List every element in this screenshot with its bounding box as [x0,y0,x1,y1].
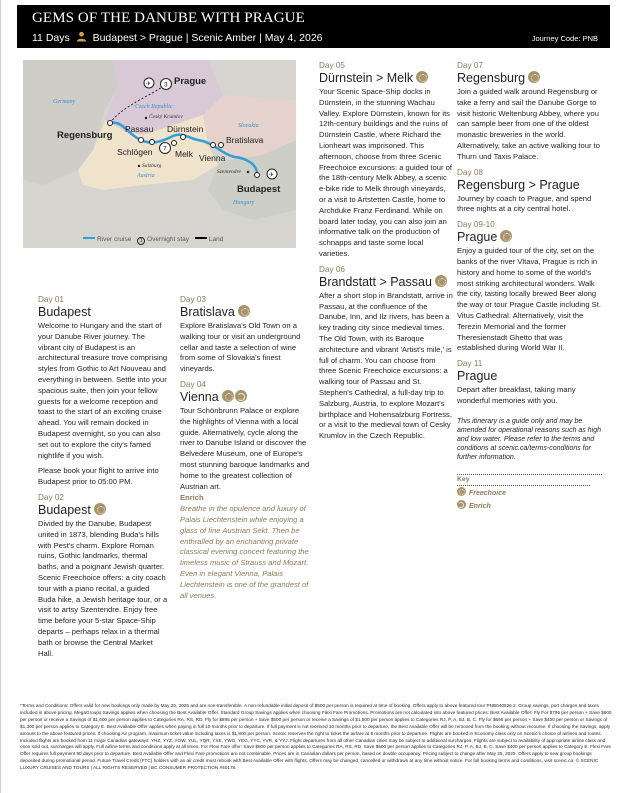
separator: | [259,32,262,44]
day-description [457,194,602,216]
day-title: Prague [457,230,498,245]
legend-river-cruise: River cruise [97,236,132,243]
legend-land: Land [208,236,224,243]
day-label: Day 01 [38,295,64,304]
day-label: Day 03 [180,295,206,304]
day-section [457,219,602,354]
dot-szentendre [247,171,249,173]
key-label: Freechoice [469,489,506,497]
tour-title: GEMS OF THE DANUBE WITH PRAGUE [32,10,305,26]
day-description [180,406,310,601]
day-description [38,321,168,488]
key-item-enrich [457,500,602,512]
day-label: Day 08 [457,167,483,177]
map-label-salzburg: Salzburg [142,163,162,169]
freechoice-icon [500,230,512,242]
day-title: Budapest [38,305,91,319]
day-section [457,60,602,163]
day-section [319,60,454,260]
enrich-icon [235,390,247,402]
day-paragraph: Join a guided walk around Regensburg or take a ferry and sail the Danube Gorge to visit historic Weltenburg Abbey, where you can sample beer from one of the oldest monastic breweries in the world. Alternatively, take an active walking tour to Thurn und Taxis Palace. [457,87,600,161]
stop-schlogen [150,140,155,145]
day-title-row [180,305,310,320]
map-label-passau: Passau [125,124,154,134]
freechoice-icon [457,487,466,496]
day-label: Day 06 [319,264,345,274]
day-section [38,492,168,659]
freechoice-icon [435,275,447,287]
itinerary-column-4 [457,56,602,512]
freechoice-icon [238,305,250,317]
day-paragraph: Enjoy a guided tour of the city, set on the banks of the river Vltava, Prague is rich in history and home to some of the world's most striking architectural wonders. Walk the city, tasting locally brewed Beer along the way or tour Prague Castle including St. Vitus Cathedral. Alternatively, visit the Terezin Memorial and the former Theresienstadt Ghetto that was established during World War II. [457,246,601,353]
enrich-icon [457,500,466,509]
day-title-row [180,390,310,405]
day-title: Dürnstein > Melk [319,71,414,85]
map-label-vienna: Vienna [199,153,226,163]
dot-cesky-krumlov [145,117,147,119]
enrich-label: Enrich [180,493,204,503]
pin-budapest [255,173,260,178]
freechoice-icon [416,71,428,83]
day-paragraph: Journey by coach to Prague, and spend three nights at a city central hotel. [457,193,592,214]
tour-route: Budapest > Prague [92,32,183,44]
route-map [23,60,296,248]
freechoice-icon [94,503,106,515]
day-paragraph: Explore Bratislava's Old Town on a walking tour or visit an underground cellar and taste a selection of wine from some of Slovakia's finest vineyards. [180,321,301,374]
day-description [180,321,310,375]
day-title: Budapest [38,502,91,517]
day-title-row [457,230,602,245]
tour-duration: 11 Days [32,32,70,44]
day-title-row [319,71,454,86]
map-label-prague: Prague [174,76,207,87]
departure-date: May 4, 2026 [264,32,323,44]
day-description [319,291,454,442]
day-title-row [38,503,168,518]
day-description [319,87,454,260]
day-section [319,264,454,442]
day-section [38,294,168,488]
itinerary-column-1 [38,290,168,659]
map-label-schlogen: Schlögen [117,147,153,157]
day-title: Vienna [180,389,219,404]
day-section [180,294,310,375]
day-paragraph: Depart after breakfast, taking many wonderful memories with you. [457,385,576,405]
map-label-regensburg: Regensburg [57,130,113,141]
map-label-hungary: Hungary [233,200,255,206]
stop-passau [139,138,144,143]
map-label-slovakia: Slovakia [238,123,259,129]
map-label-melk: Melk [175,149,193,159]
separator: | [185,32,189,44]
stop-bratislava [219,143,224,148]
day-title: Prague [457,369,498,384]
map-label-bratislava: Bratislava [226,135,264,145]
day-section [457,167,602,216]
ship-name: Scenic Amber [191,32,257,44]
map-label-szentendre: Szentendre [217,169,241,175]
day-paragraph: Tour Schönbrunn Palace or explore the highlights of Vienna with a local guide. Alternatively, cycle along the river to Danube Island or discover the Belvedere Museum, one of Europe's most stunning baroque landmarks and home to the greatest collection of Austrian art. [180,405,310,491]
stop-vienna [211,143,216,148]
svg-text:✈: ✈ [269,171,275,179]
land-swatch [195,237,207,239]
day-label: Day 04 [180,379,206,389]
itinerary-column-3 [319,56,454,442]
day-title: Regensburg [457,71,526,85]
icon-key [457,474,602,512]
terms-and-conditions: *Terms and Conditions: Offers valid for new bookings only made by May 25, 2025 and are non-transferable. A non-refundable initial deposit of $500 per person is required at time of booking. Offers apply to above featured tour PNB040526.2. Group savings, port charges and taxes included in above pricing. MegaGroups Savings applies when choosing the Best Available Offer, Standard Group Savings applies when choosing Flexi Fare Promotions. Promotions are not calculated into above featured prices: Best Available Offer: Fly For $795 per person + Save $600 per person or receive a Savings of $1,600 per person applies to Categories RA, RS, RD. Fly for $895 per person + Save $500 per person or receive a Savings of $1,500 per person applies to Categories RJ, P, A, BJ, B, C. Fly for $695 per person + Save $400 per person or Savings of $1,300 per person applies to Category E. Best Available Offer applies when paying in full 10 months prior to departure. If full payment is not received 10 months prior to departure, the Best Available Offer will be removed from the booking without recourse. If choosing the Savings, apply amount to the above featured prices. If choosing Air program, maximum ticket value including taxes is $1,800 per person. Scenic reserves the right to ticket the airfare at 8 months prior to departure. Flights are booked in Economy class only on Scenic's choice of airlines and routes. Included flights are booked from 11 major Canadian gateways: YHZ, YYZ, YOW, YUL, YQR, YXE, YWG, YEG, YYC, YVR, & YYJ. Flight departures from all other Canadian cities may be subject to additional surcharges. Flights are subject to availability of appropriate airline class and once sold out, surcharges will apply. Full airline terms and conditions apply at all times. For Flexi Fare offer: Save $600 per person applies to Categories RA, RS, RD. Save $500 per person applies to Categories RJ, P, A, BJ, B, C. Save $400 per person applies to Category E. Flexi Fare Offer requires full payment 90 days prior to departure. Best Available Offer and Flexi Fare promotions are not combinable. Prices are in Canadian dollars per person, based on double occupancy. Pricing subject to change after May 25, 2025. Offers apply to new group bookings deposited during promotional period. Future Travel Credit (FTC) holders with an air credit must rebook with Best Available Offer with flights. Offers may be changed, cancelled or withdrawn at any time without notice. For full booking terms and conditions, visit scenic.ca. © SCENIC LUXURY CRUISES AND TOURS | ALL RIGHTS RESERVED | BC CONSUMER PROTECTION #40178. [20,703,612,771]
map-label-durnstein: Dürnstein [167,124,204,134]
day-paragraph: Your Scenic Space-Ship docks in Dürnstein, in the stunning Wachau Valley. Explore Dürnstein, known for its 12th-century buildings and the ruins of Dürnstein Castle, where Richard the Lionheart was imprisoned. This afternoon, choose from three Scenic Freechoice excursions: a guided tour of the 18th-century Melk Abbey, a scenic e-bike ride to Melk through vineyards, or a visit to Artstetten Castle, home to Archduke Franz Ferdinand. While on board later today, you can also join an informative talk on the production of schnapps and taste some local varieties. [319,87,452,258]
dot-salzburg [138,165,140,167]
stop-melk [172,141,177,146]
river-swatch [83,237,95,239]
enrich-description: Breathe in the opulence and luxury of Palais Liechtenstein while enjoying a glass of fine Austrian Sekt. Then be enthralled by an enchanting private classical evening concert featuring the timeless music of Strauss and Mozart. Even in elegant Vienna, Palais Liechtenstein is one of the grandest of all venues. [180,504,309,600]
key-title: Key [457,475,590,486]
day-paragraph: Welcome to Hungary and the start of your Danube River journey. The vibrant city of Budapest is an architectural treasure trove comprising styles from Gothic to Art Nouveau and everything in between. Settle into your spacious suite, then join your fellow guests for a welcome reception and toast to the start of an exciting cruise ahead. You will remain docked in Budapest overnight, so you can also set out to explore the city's famed nightlife if you wish. [38,321,168,460]
day-title: Regensburg > Prague [457,177,580,192]
tour-subtitle [32,31,323,44]
day-paragraph: After a short stop in Brandstatt, arrive in Passau, at the confluence of the Danube, Inn, and Ilz rivers, has been a key trading city since medieval times. The Old Town, with its Baroque architecture and vibrant 'Artist's mile,' is full of charm. You can choose from three Scenic Freechoice excursions: a walking tour of Passau and St. Stephen's Cathedral, a full-day trip to Salzburg, Austria, to explore Mozart's birthplace and Hohensalzburg Fortress, or a visit to the medieval town of Cesky Krumlov in the Czech Republic. [319,290,453,441]
day-paragraph: Please book your flight to arrive into Budapest prior to 05:00 PM. [38,466,159,487]
day-section [457,358,602,407]
day-label: Day 02 [38,492,64,502]
map-label-czech-republic: Czech Republic [135,104,173,110]
stop-durnstein [181,135,186,140]
day-description [38,519,168,659]
overnight-count-prague: 3 [164,81,168,89]
itinerary-disclaimer: This itinerary is a guide only and may be amended for operational reasons such as high and low water. Please refer to the terms and conditions at scenic.ca/terms-conditions for further information. [457,417,601,461]
pin-regensburg [108,121,113,126]
day-label: Day 05 [319,61,345,70]
map-label-budapest: Budapest [237,184,281,195]
day-title-row [319,275,454,290]
journey-code: Journey Code: PNB [531,34,598,43]
day-title: Brandstatt > Passau [319,274,432,289]
day-paragraph: Divided by the Danube, Budapest united in 1873, blending Buda's hills with Pest's charm. Explore Roman ruins, Gothic landmarks, thermal baths, and a poignant Jewish quarter. Scenic Freechoice offers: a city coach tour with a piano recital, a guided Buda hike, a Jewish heritage tour, or a visit to artsy Szentendre. Enjoy free time before your 5-star Space-Ship departs – perhaps relax in a thermal bath or browse the Central Market Hall. [38,518,168,658]
svg-text:✈: ✈ [146,80,152,88]
day-title-row [457,71,602,86]
day-title: Bratislava [180,305,235,319]
freechoice-icon [222,390,234,402]
map-graphic [23,60,296,248]
key-item-freechoice [457,487,602,499]
map-legend [83,235,223,245]
overnight-count-schlogen: 7 [163,145,167,153]
title-banner [17,5,610,48]
map-label-germany: Germany [53,99,76,105]
day-label: Day 09-10 [457,220,495,230]
map-label-austria: Austria [137,173,155,179]
day-description [457,87,602,163]
itinerary-column-2 [180,290,310,601]
overnight-swatch: 1 [137,237,145,245]
map-label-cesky-krumlov: Český Krumlov [149,114,183,120]
person-icon [76,31,87,42]
day-label: Day 07 [457,61,483,70]
legend-overnight-stay: Overnight stay [147,236,190,243]
freechoice-icon [528,71,540,83]
day-section [180,379,310,601]
day-description [457,246,602,354]
day-description [457,385,602,407]
key-label: Enrich [469,502,491,510]
day-label: Day 11 [457,359,483,369]
